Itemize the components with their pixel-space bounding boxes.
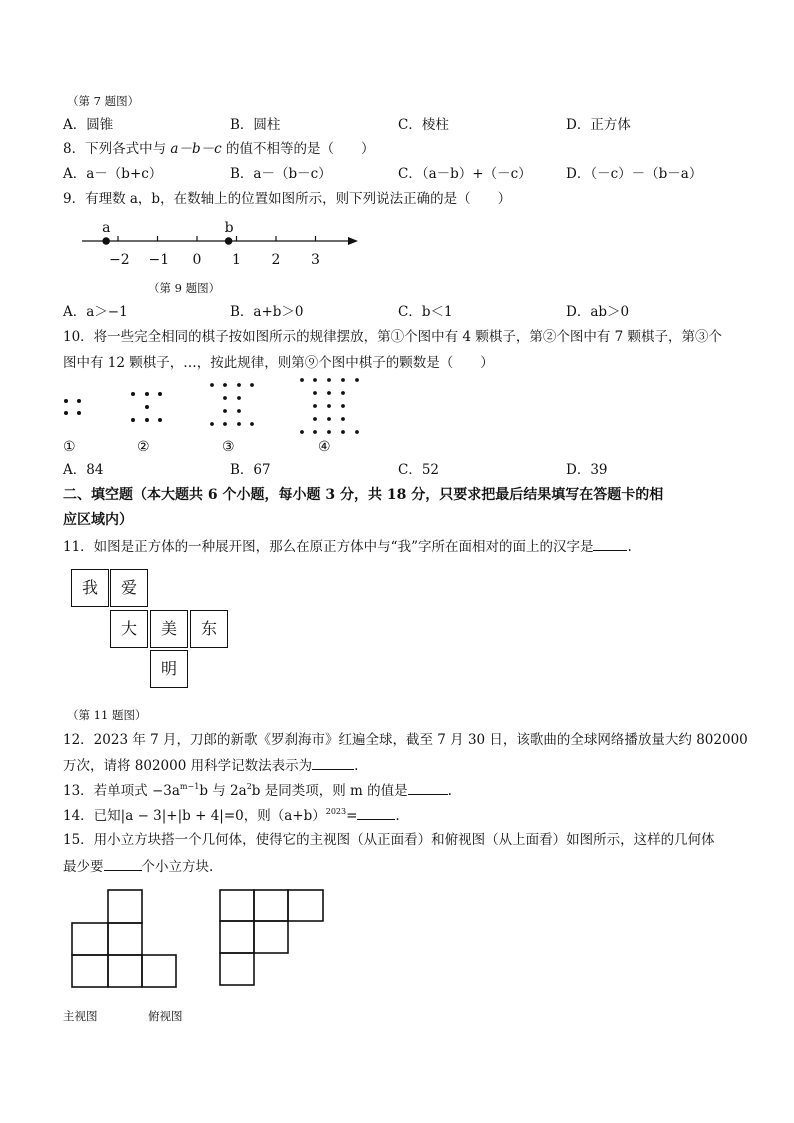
q8-option-c[interactable]: C．（a－b）+（－c） — [398, 166, 532, 182]
q7-option-b[interactable]: B．圆柱 — [230, 117, 281, 133]
net-cell-mei: 美 — [150, 610, 188, 648]
section2-heading-line2: 应区域内） — [63, 512, 133, 528]
q10-option-d[interactable]: D．39 — [566, 462, 608, 478]
q7-option-a[interactable]: A．圆锥 — [63, 117, 114, 133]
top-view-label: 俯视图 — [148, 1009, 183, 1023]
q10-figure-label-2: ② — [137, 439, 150, 455]
number-line-point-label: b — [224, 220, 234, 236]
q10-figure-label-3: ③ — [222, 439, 235, 455]
number-line-tick-label: −2 — [109, 252, 130, 268]
q9-stem: 9．有理数 a，b，在数轴上的位置如图所示，则下列说法正确的是（ ） — [63, 191, 512, 207]
number-line-point-label: a — [102, 220, 111, 236]
number-line-tick-label: 3 — [311, 252, 320, 268]
q9-option-a[interactable]: A．a＞−1 — [63, 304, 128, 320]
q7-caption: （第 7 题图） — [67, 94, 140, 108]
q9-caption: （第 9 题图） — [148, 281, 221, 295]
number-line-tick-label: 2 — [271, 252, 281, 268]
q11-stem: 11．如图是正方体的一种展开图，那么在原正方体中与“我”字所在面相对的面上的汉字是 . — [63, 539, 632, 555]
net-cell-ming: 明 — [150, 650, 188, 688]
number-line-tick-label: 1 — [232, 252, 241, 268]
net-cell-da: 大 — [110, 610, 148, 648]
q8-option-a[interactable]: A．a－（b+c） — [63, 166, 163, 182]
top-view-grid — [220, 890, 323, 985]
section2-heading-line1: 二、填空题（本大题共 6 个小题，每小题 3 分，共 18 分，只要求把最后结果填写在答题卡的相 — [63, 487, 664, 503]
q14-stem: 14．已知|a − 3|+|b + 4|=0，则$(a+b)^{2023}=$ . — [63, 807, 400, 824]
q10-figure-label-4: ④ — [318, 439, 331, 455]
q8-option-d[interactable]: D．（－c）－（b－a） — [566, 166, 703, 182]
q15-stem-line2: 最少要 个小立方块. — [63, 859, 214, 875]
q10-option-c[interactable]: C．52 — [398, 462, 440, 478]
q10-stem-line2: 图中有 12 颗棋子，…，按此规律，则第⑨个图中棋子的颗数是（ ） — [63, 355, 494, 371]
q12-stem-line2: 万次，请将 802000 用科学记数法表示为 . — [63, 758, 359, 774]
number-line-tick-label: −1 — [148, 252, 170, 268]
q10-stem-line1: 10．将一些完全相同的棋子按如图所示的规律摆放，第①个图中有 4 颗棋子，第②个图中有 7 颗棋子，第③个 — [63, 329, 723, 345]
q11-caption: （第 11 题图） — [67, 708, 147, 722]
q8-option-b[interactable]: B．a－（b－c） — [230, 166, 332, 182]
q8-expression: a－b－c — [170, 141, 222, 157]
q9-option-d[interactable]: D．ab＞0 — [566, 304, 630, 320]
number-line-tick-label: 0 — [192, 252, 202, 268]
q15-stem-line1: 15．用小立方块搭一个几何体，使得它的主视图（从正面看）和俯视图（从上面看）如图所示，这样的几何体 — [63, 832, 715, 848]
q8-stem: 8．下列各式中与 a－b－c 的值不相等的是（ ） — [63, 141, 375, 157]
q7-option-c[interactable]: C．棱柱 — [398, 117, 449, 133]
net-cell-ai: 爱 — [110, 569, 148, 607]
q7-option-d[interactable]: D．正方体 — [566, 117, 631, 133]
front-view-grid — [72, 890, 176, 987]
q10-option-a[interactable]: A．84 — [63, 462, 104, 478]
q13-stem: 13．若单项式 $-3a^{m-1}b$ 与 $2a^2b$ 是同类项，则 m 的值是 . — [63, 782, 452, 799]
net-cell-wo: 我 — [71, 569, 109, 607]
q9-option-b[interactable]: B．a+b＞0 — [230, 304, 304, 320]
q10-option-b[interactable]: B．67 — [230, 462, 271, 478]
q9-option-c[interactable]: C．b＜1 — [398, 304, 453, 320]
front-view-label: 主视图 — [63, 1009, 98, 1023]
net-cell-dong: 东 — [190, 610, 228, 648]
q12-stem-line1: 12．2023 年 7 月，刀郎的新歌《罗刹海市》红遍全球，截至 7 月 30 日，该歌曲的全球网络播放量大约 802000 — [63, 732, 748, 748]
q10-figure-label-1: ① — [63, 439, 76, 455]
